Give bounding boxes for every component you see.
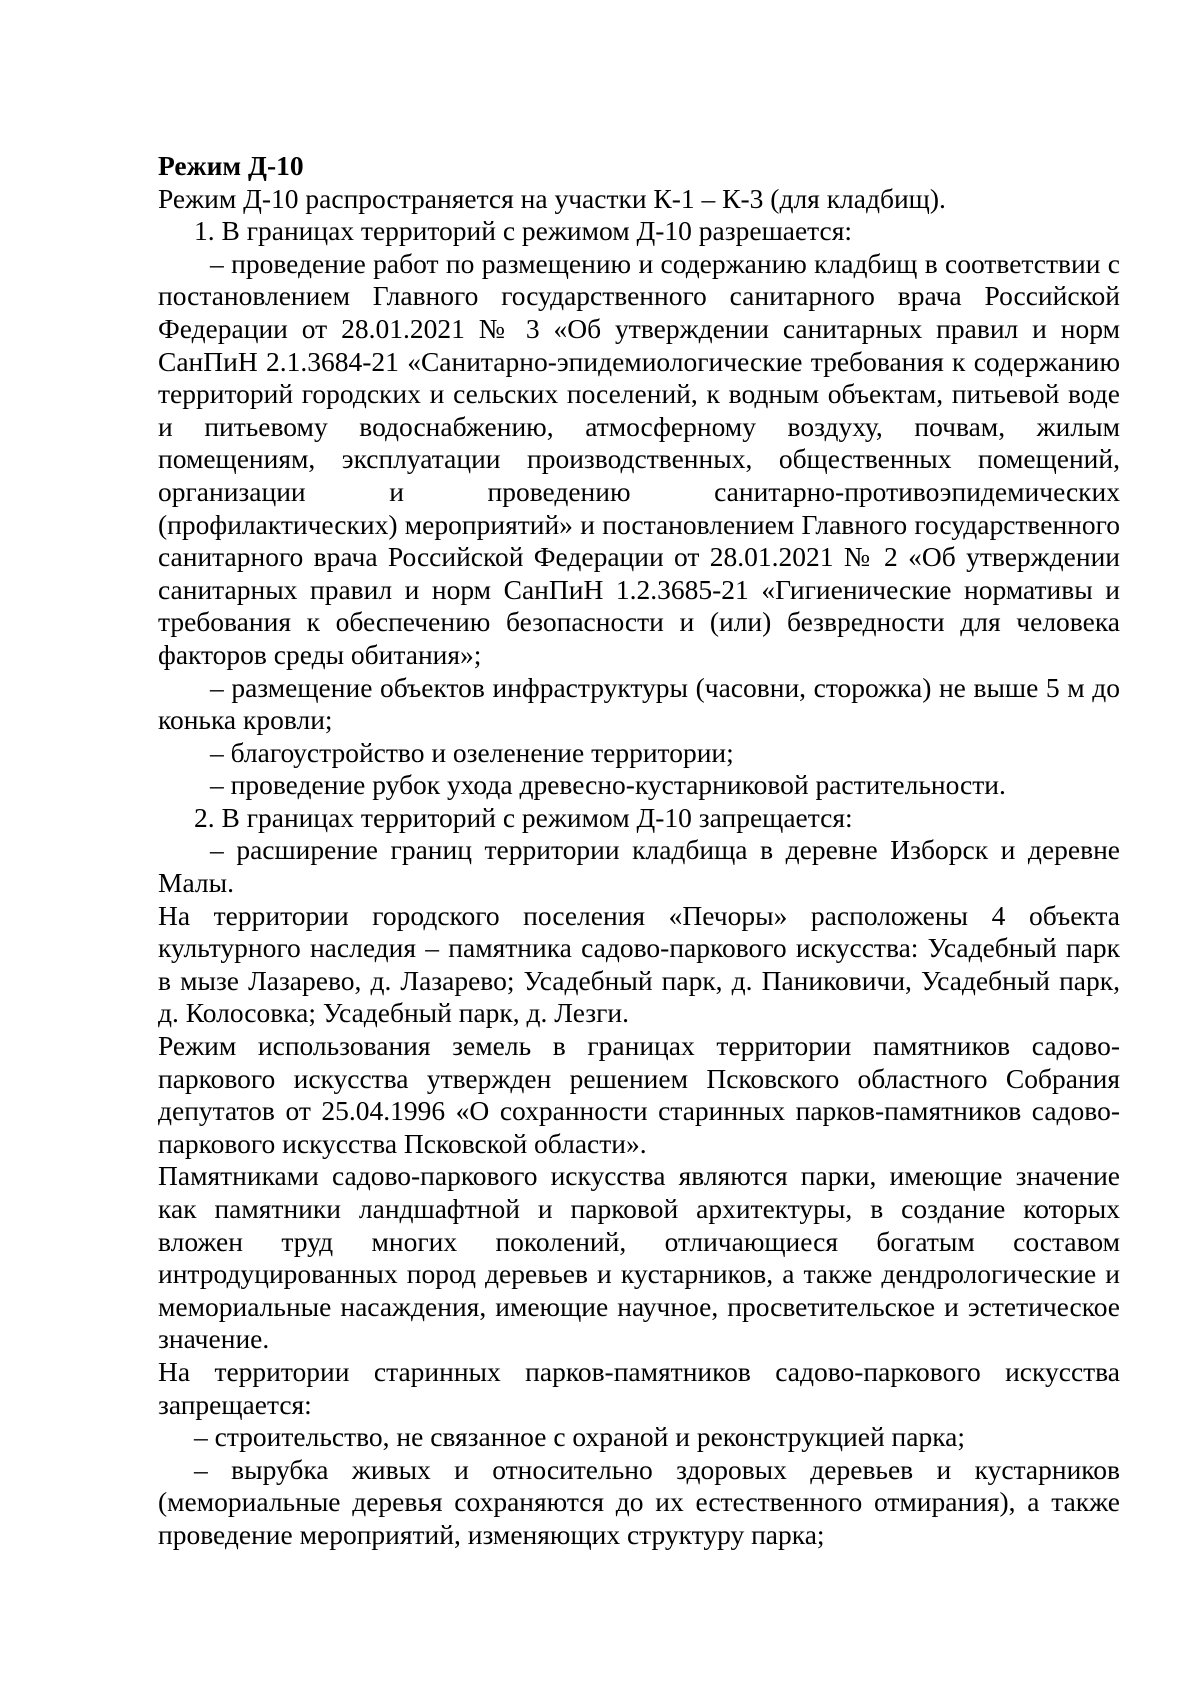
- document-page: [158, 150, 1120, 1552]
- paragraph-scope: Режим Д-10 распространяется на участки К-1 – К-3 (для кладбищ).: [158, 182, 946, 214]
- list-item-tree-felling: – вырубка живых и относительно здоровых деревьев и кустарников (мемориальные деревья сохраняются до их естественного отмирания), а также проведение мероприятий, изменяющих структуру парка;: [158, 1453, 1120, 1550]
- paragraph-allowed-heading: 1. В границах территорий с режимом Д-10 разрешается:: [194, 215, 852, 247]
- list-item-boundary-expansion: – расширение границ территории кладбища в деревне Изборск и деревне Малы.: [158, 834, 1120, 899]
- list-item-cemetery-works: – проведение работ по размещению и содержанию кладбищ в соответствии с постановлением Главного государственного санитарного врача Российской Федерации от 28.01.2021 № 3 «Об утверждении санитарных правил и норм СанПиН 2.1.3684-21 «Санитарно-эпидемиологические требования к содержанию территорий городских и сельских поселений, к водным объектам, питьевой воде и питьевому водоснабжению, атмосферному воздуху, почвам, жилым помещениям, эксплуатации производственных, общественных помещений, организации и проведению санитарно-противоэпидемических (профилактических) мероприятий» и постановлением Главного государственного санитарного врача Российской Федерации от 28.01.2021 № 2 «Об утверждении санитарных правил и норм СанПиН 1.2.3685-21 «Гигиенические нормативы и требования к обеспечению безопасности и (или) безвредности для человека факторов среды обитания»;: [158, 247, 1120, 670]
- paragraph-park-definition: Памятниками садово-паркового искусства являются парки, имеющие значение как памятники ландшафтной и парковой архитектуры, в создание которых вложен труд многих поколений, отличающиеся богатым составом интродуцированных пород деревьев и кустарников, а также дендрологические и мемориальные насаждения, имеющие научное, просветительское и эстетическое значение.: [158, 1160, 1120, 1355]
- section-heading: Режим Д-10: [158, 150, 304, 181]
- paragraph-park-prohibitions: На территории старинных парков-памятников садово-паркового искусства запрещается:: [158, 1355, 1120, 1420]
- paragraph-land-use-regime: Режим использования земель в границах территории памятников садово-паркового искусства утвержден решением Псковского областного Собрания депутатов от 25.04.1996 «О сохранности старинных парков-памятников садово-паркового искусства Псковской области».: [158, 1030, 1120, 1159]
- paragraph-heritage-objects: На территории городского поселения «Печоры» расположены 4 объекта культурного наследия – памятника садово-паркового искусства: Усадебный парк в мызе Лазарево, д. Лазарево; Усадебный парк, д. Паниковичи, Усадебный парк, д. Колосовка; Усадебный парк, д. Лезги.: [158, 899, 1120, 1029]
- paragraph-prohibited-heading: 2. В границах территорий с режимом Д-10 запрещается:: [194, 801, 853, 833]
- list-item-construction: – строительство, не связанное с охраной и реконструкцией парка;: [194, 1421, 965, 1453]
- list-item-infrastructure: – размещение объектов инфраструктуры (часовни, сторожка) не выше 5 м до конька кровли;: [158, 671, 1120, 736]
- list-item-landscaping: – благоустройство и озеленение территории;: [210, 736, 734, 768]
- list-item-tree-care: – проведение рубок ухода древесно-кустарниковой растительности.: [210, 769, 1006, 801]
